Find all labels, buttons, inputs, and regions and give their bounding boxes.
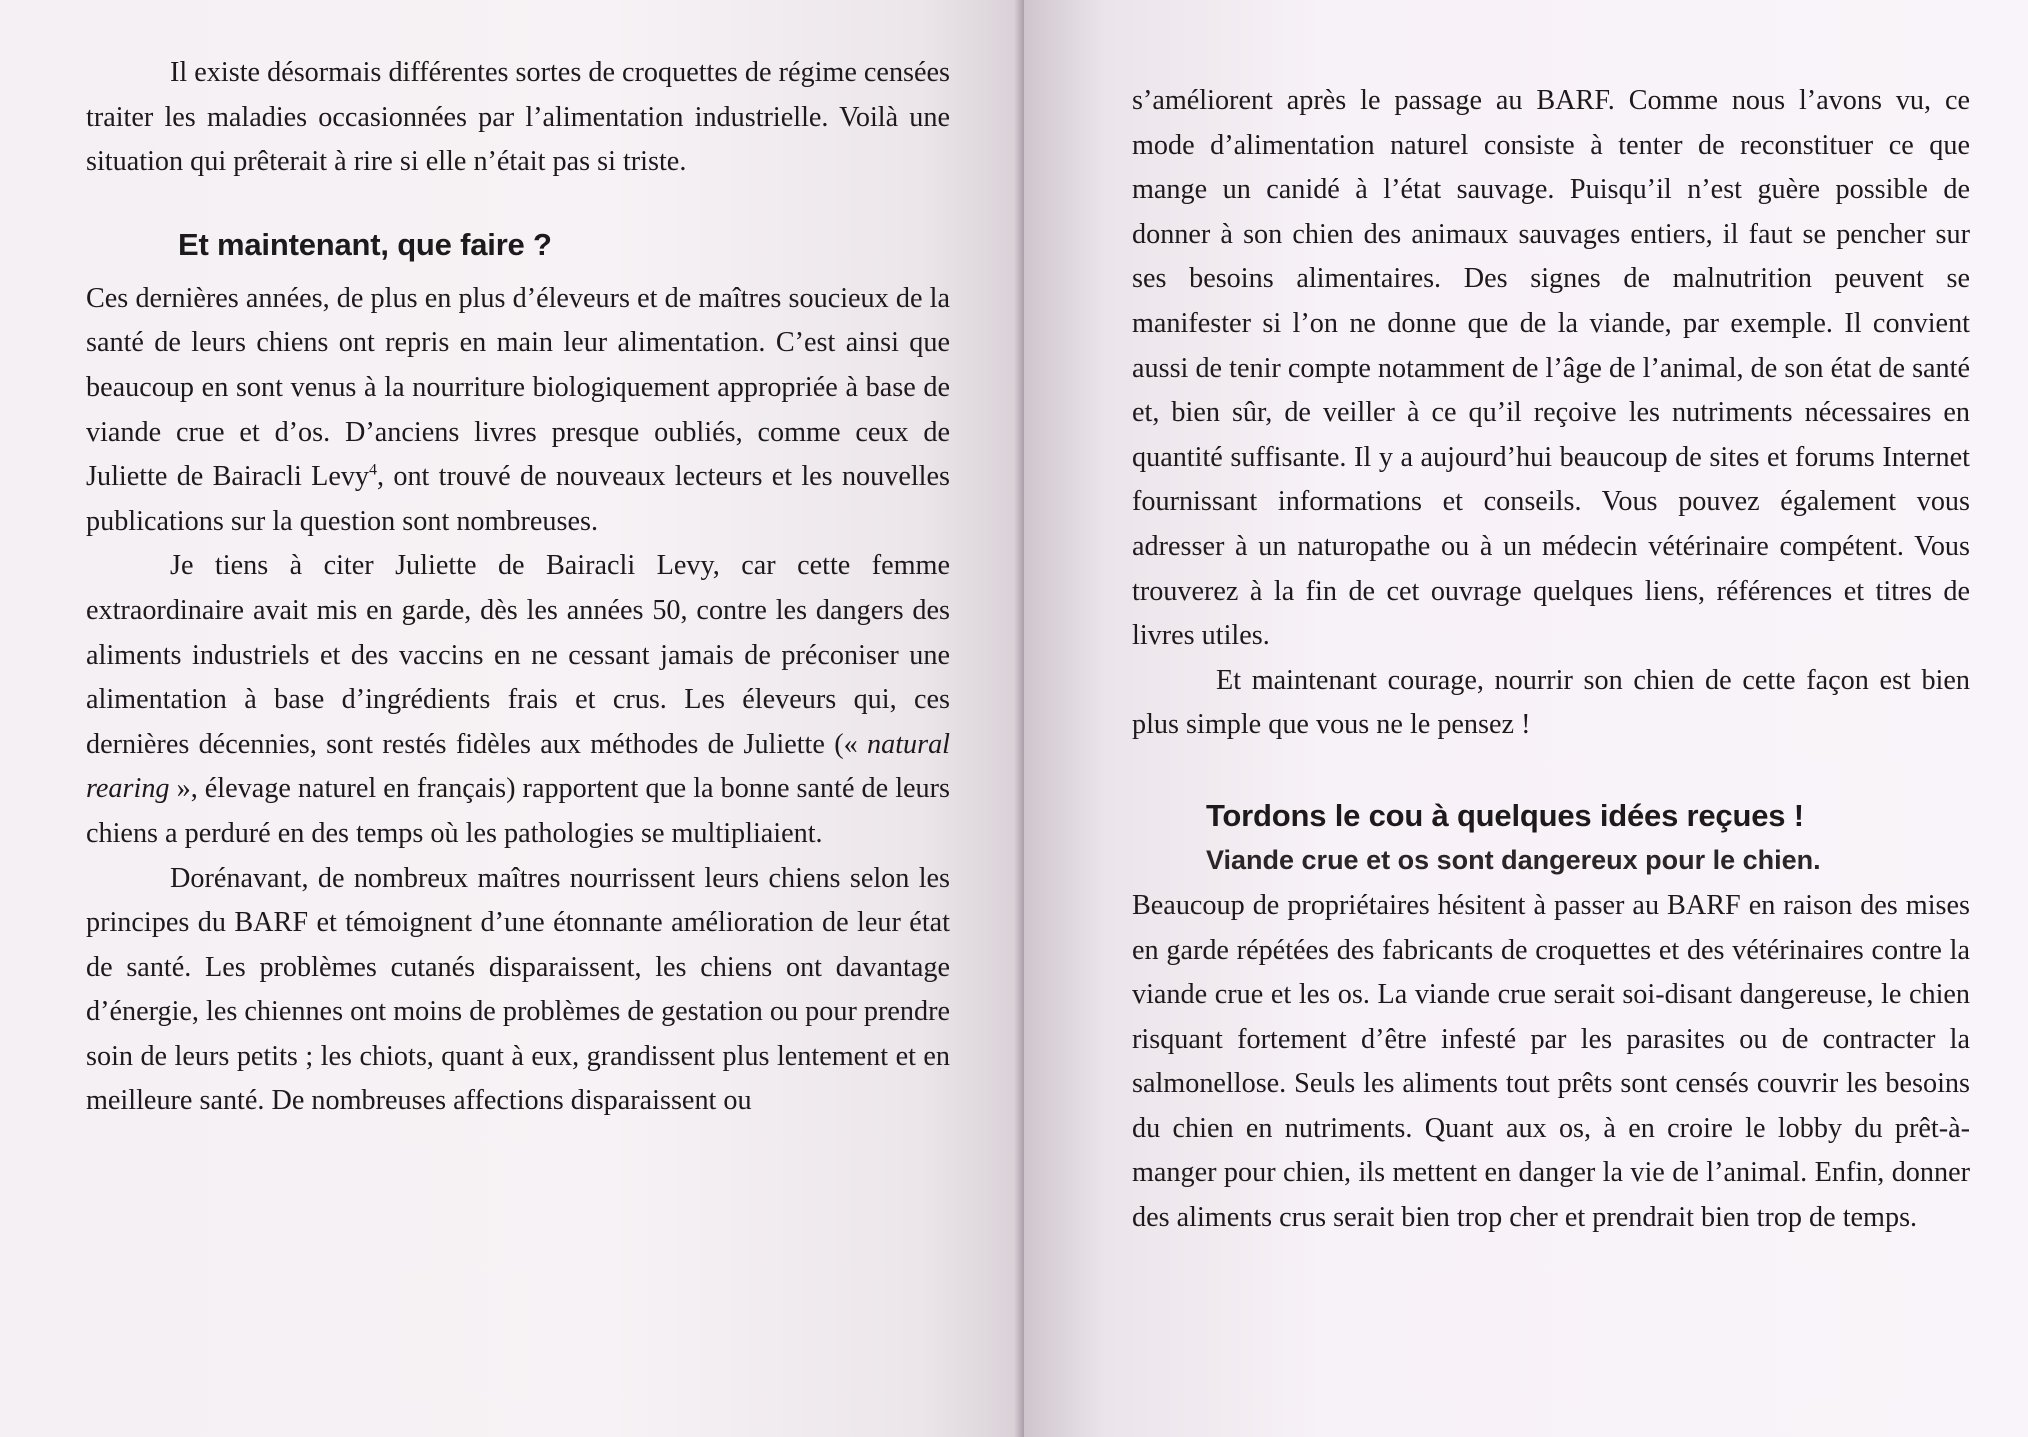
left-paragraph-1: Il existe désormais différentes sortes de croquettes de régime censées traiter les maladies occasionnées par l’alimentation industrielle. Voilà une situation qui prêterait à rire si elle n’était pas si triste.	[86, 57, 950, 178]
section-heading-que-faire: Et maintenant, que faire ?	[178, 226, 552, 262]
subheading-viande-crue: Viande crue et os sont dangereux pour le chien.	[1206, 844, 1821, 875]
right-page	[1024, 0, 2028, 1437]
left-paragraph-4: Dorénavant, de nombreux maîtres nourrissent leurs chiens selon les principes du BARF et témoignent d’une étonnante amélioration de leur état de santé. Les problèmes cutanés disparaissent, les chiens ont davantage d’énergie, les chiennes ont moins de problèmes de gestation ou pour prendre soin de leurs petits ; les chiots, quant à eux, grandissent plus lentement et en meilleure santé. De nombreuses affections disparaissent ou	[86, 862, 950, 1117]
left-paragraph-2: Ces dernières années, de plus en plus d’éleveurs et de maîtres soucieux de la santé de leurs chiens ont repris en main leur alimentation. C’est ainsi que beaucoup en sont venus à la nourriture biologiquement appropriée à base de viande crue et d’os. D’anciens livres presque oubliés, comme ceux de Juliette de Bairacli Levy$^4$, ont trouvé de nouveaux lecteurs et les nouvelles publications sur la question sont nombreuses.	[86, 282, 950, 537]
right-paragraph-1: s’améliorent après le passage au BARF. Comme nous l’avons vu, ce mode d’alimentation naturel consiste à tenter de reconstituer ce que mange un canidé à l’état sauvage. Puisqu’il n’est guère possible de donner à son chien des animaux sauvages entiers, il faut se pencher sur ses besoins alimentaires. Des signes de malnutrition peuvent se manifester si l’on ne donne que de la viande, par exemple. Il convient aussi de tenir compte notamment de l’âge de l’animal, de son état de santé et, bien sûr, de veiller à ce qu’il reçoive les nutriments nécessaires en quantité suffisante. Il y a aujourd’hui beaucoup de sites et forums Internet fournissant informations et conseils. Vous pouvez également vous adresser à un naturopathe ou à un médecin vétérinaire compétent. Vous trouverez à la fin de cet ouvrage quelques liens, références et titres de livres utiles.	[1132, 85, 1970, 652]
left-paragraph-3: Je tiens à citer Juliette de Bairacli Levy, car cette femme extraordinaire avait mis en garde, dès les années 50, contre les dangers des aliments industriels et des vaccins en ne cessant jamais de préconiser une alimentation à base d’ingrédients frais et crus. Les éleveurs qui, ces dernières décennies, sont restés fidèles aux méthodes de Juliette (« natural rearing », élevage naturel en français) rapportent que la bonne santé de leurs chiens a perduré en des temps où les pathologies se multipliaient.	[86, 550, 951, 849]
right-paragraph-2: Et maintenant courage, nourrir son chien de cette façon est bien plus simple que vous ne le pensez !	[1132, 664, 1970, 741]
left-text-column	[86, 51, 950, 1124]
section-heading-idees-recues: Tordons le cou à quelques idées reçues !	[1206, 797, 1804, 833]
footnote-ref: 4	[369, 461, 378, 479]
right-paragraph-3: Beaucoup de propriétaires hésitent à passer au BARF en raison des mises en garde répétées des fabricants de croquettes et des vétérinaires contre la viande crue et les os. La viande crue serait soi-disant dangereuse, le chien risquant fortement d’être infesté par les parasites ou de contracter la salmonellose. Seuls les aliments tout prêts sont censés couvrir les besoins du chien en nutriments. Quant aux os, à en croire le lobby du prêt-à-manger pour chien, ils mettent en danger la vie de l’animal. Enfin, donner des aliments crus serait bien trop cher et prendrait bien trop de temps.	[1132, 889, 1970, 1234]
italic-term: natural rearing	[86, 728, 951, 805]
right-text-column	[1132, 79, 1970, 1241]
